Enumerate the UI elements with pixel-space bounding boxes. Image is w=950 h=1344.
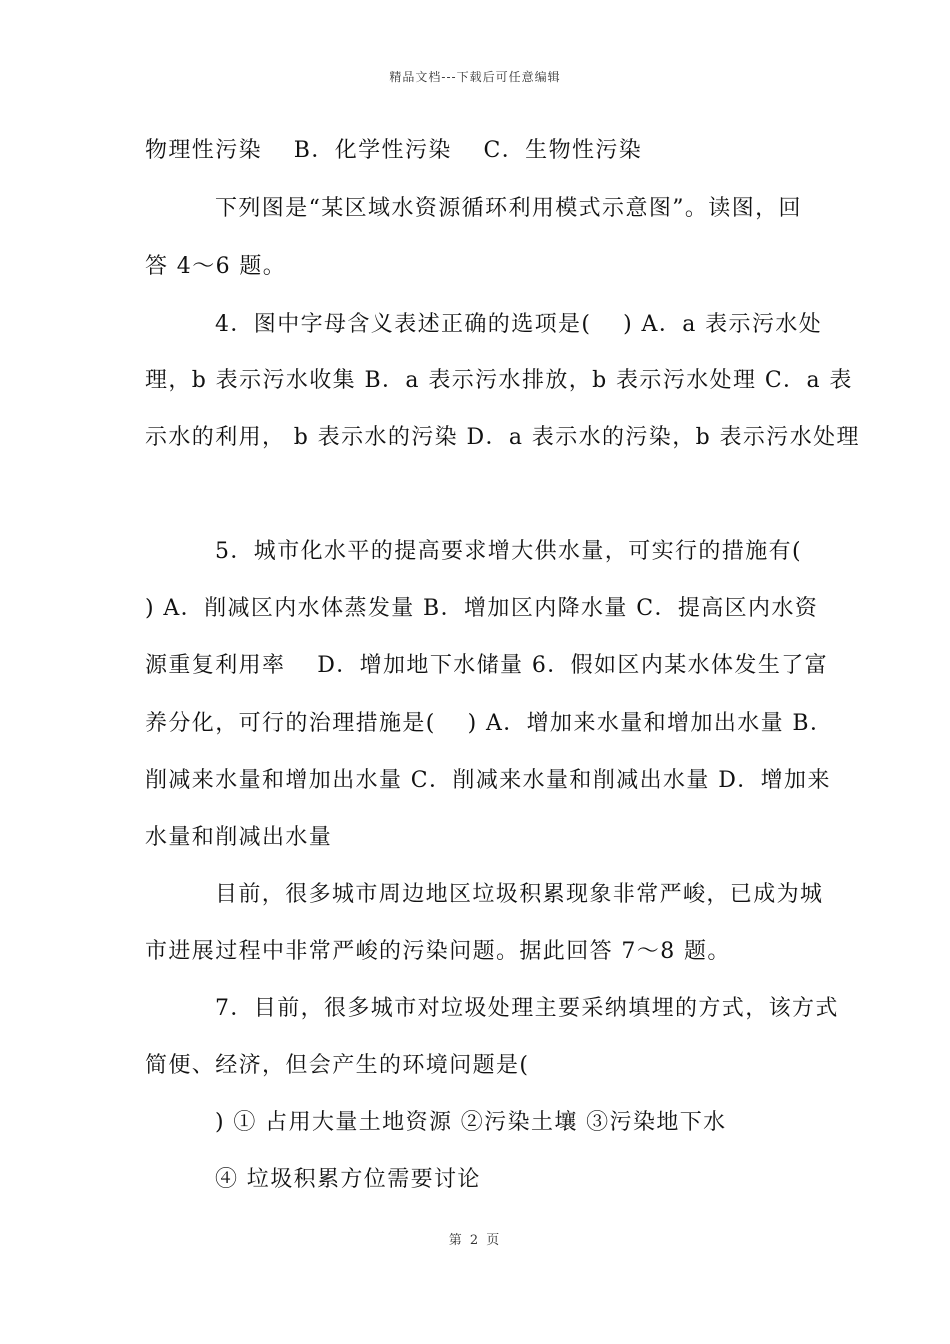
text-line: ) ① 占用大量土地资源 ②污染土壤 ③污染地下水 xyxy=(215,1110,727,1135)
text-line: 水量和削减出水量 xyxy=(145,825,333,850)
text-line: 养分化，可行的治理措施是( ) A．增加来水量和增加出水量 B． xyxy=(145,711,834,736)
text-line: 物理性污染 B．化学性污染 C．生物性污染 xyxy=(145,138,643,163)
text-line: 市进展过程中非常严峻的污染问题。据此回答 7～8 题。 xyxy=(145,939,731,964)
text-line: 5．城市化水平的提高要求增大供水量，可实行的措施有( xyxy=(215,539,802,564)
page-header: 精品文档---下载后可任意编辑 xyxy=(389,70,561,84)
text-line: 示水的利用， b 表示水的污染 D．a 表示水的污染，b 表示污水处理 xyxy=(145,425,860,450)
text-line: 简便、经济，但会产生的环境问题是( xyxy=(145,1053,530,1078)
text-line: 下列图是“某区域水资源循环利用模式示意图”。读图，回 xyxy=(215,196,802,221)
text-line: 削减来水量和增加出水量 C．削减来水量和削减出水量 D．增加来 xyxy=(145,768,831,793)
text-line: 源重复利用率 D．增加地下水储量 6．假如区内某水体发生了富 xyxy=(145,653,829,678)
text-line: 答 4～6 题。 xyxy=(145,254,287,279)
text-line: 7．目前，很多城市对垃圾处理主要采纳填埋的方式，该方式 xyxy=(215,996,839,1021)
text-line: ) A．削减区内水体蒸发量 B．增加区内降水量 C．提高区内水资 xyxy=(145,596,819,621)
page-number: 第 2 页 xyxy=(448,1233,502,1248)
text-line: 理，b 表示污水收集 B．a 表示污水排放，b 表示污水处理 C．a 表 xyxy=(145,368,853,393)
text-line: ④ 垃圾积累方位需要讨论 xyxy=(215,1167,481,1192)
text-line: 目前，很多城市周边地区垃圾积累现象非常严峻，已成为城 xyxy=(215,882,824,907)
text-line: 4．图中字母含义表述正确的选项是( ) A．a 表示污水处 xyxy=(215,312,823,337)
